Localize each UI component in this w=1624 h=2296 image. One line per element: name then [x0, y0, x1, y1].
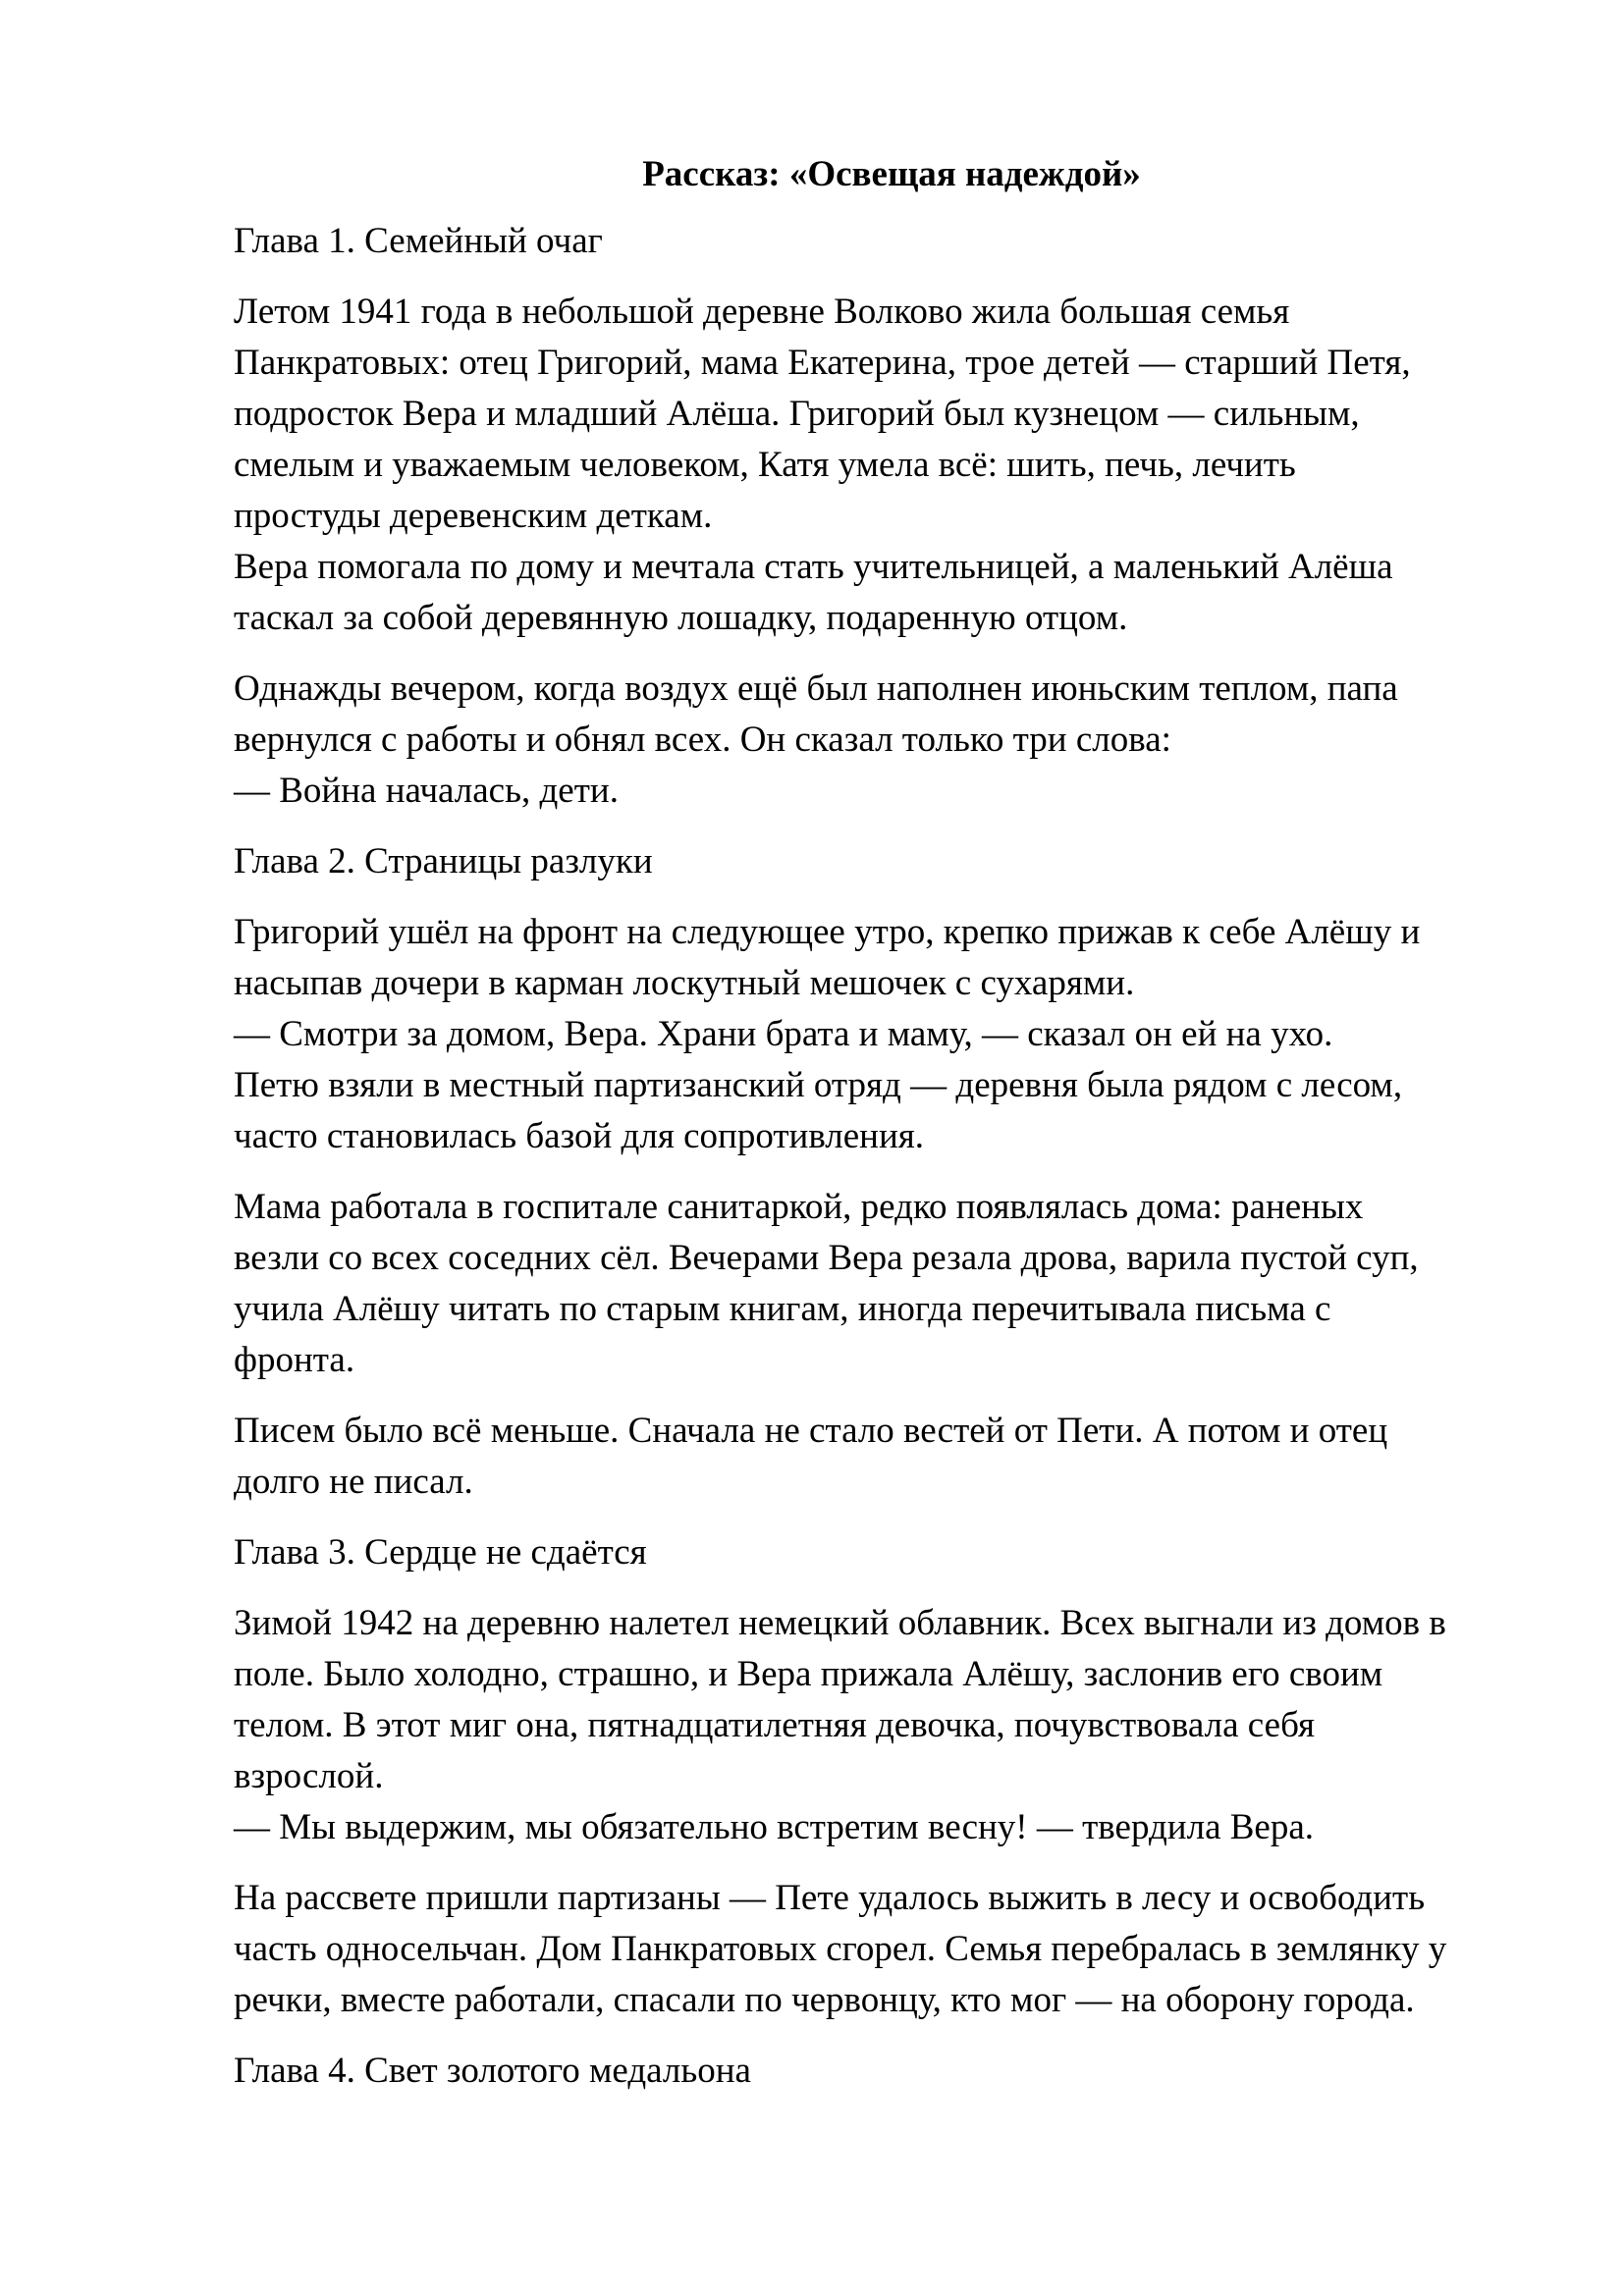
chapter-4-heading: Глава 4. Свет золотого медальона	[234, 2051, 751, 2091]
text-line: часто становилась базой для сопротивления.	[234, 1116, 925, 1156]
text-line: учила Алёшу читать по старым книгам, иногда перечитывала письма с	[234, 1289, 1331, 1329]
text-line: смелым и уважаемым человеком, Катя умела всё: шить, печь, лечить	[234, 445, 1296, 485]
chapter-3-paragraph-1	[234, 1598, 1530, 1853]
text-line: Однажды вечером, когда воздух ещё был наполнен июньским теплом, папа	[234, 668, 1398, 709]
text-line: везли со всех соседних сёл. Вечерами Вера резала дрова, варила пустой суп,	[234, 1238, 1419, 1278]
text-line: Летом 1941 года в небольшой деревне Волково жила большая семья	[234, 292, 1290, 332]
text-line: речки, вместе работали, спасали по червонцу, кто мог — на оборону города.	[234, 1980, 1415, 2020]
text-line: Мама работала в госпитале санитаркой, редко появлялась дома: раненых	[234, 1187, 1364, 1227]
text-line: — Мы выдержим, мы обязательно встретим весну! — твердила Вера.	[234, 1807, 1315, 1847]
chapter-2-paragraph-2	[234, 1182, 1530, 1386]
chapter-3-paragraph-2	[234, 1873, 1530, 2026]
chapter-2-paragraph-1	[234, 907, 1530, 1162]
chapter-2-heading: Глава 2. Страницы разлуки	[234, 841, 653, 881]
text-line: Петю взяли в местный партизанский отряд — деревня была рядом с лесом,	[234, 1065, 1403, 1105]
text-line: Панкратовых: отец Григорий, мама Екатерина, трое детей — старший Петя,	[234, 343, 1411, 383]
text-line: Зимой 1942 на деревню налетел немецкий облавник. Всех выгнали из домов в	[234, 1603, 1446, 1643]
chapter-1-paragraph-1	[234, 287, 1530, 644]
text-line: Вера помогала по дому и мечтала стать учительницей, а маленький Алёша	[234, 547, 1393, 587]
chapter-3-heading: Глава 3. Сердце не сдаётся	[234, 1532, 647, 1573]
text-line: Григорий ушёл на фронт на следующее утро, крепко прижав к себе Алёшу и	[234, 912, 1421, 952]
chapter-1-heading: Глава 1. Семейный очаг	[234, 221, 603, 261]
text-line: На рассвете пришли партизаны — Пете удалось выжить в лесу и освободить	[234, 1878, 1426, 1918]
text-line: простуды деревенским деткам.	[234, 496, 713, 536]
text-line: вернулся с работы и обнял всех. Он сказал только три слова:	[234, 720, 1171, 760]
text-line: подросток Вера и младший Алёша. Григорий был кузнецом — сильным,	[234, 394, 1360, 434]
chapter-2-paragraph-3	[234, 1406, 1530, 1508]
chapter-1-paragraph-2	[234, 664, 1530, 817]
text-line: долго не писал.	[234, 1462, 473, 1502]
text-line: взрослой.	[234, 1756, 384, 1796]
text-line: часть односельчан. Дом Панкратовых сгорел. Семья перебралась в землянку у	[234, 1929, 1447, 1969]
document-body	[234, 149, 1530, 2116]
text-line: — Война началась, дети.	[234, 771, 619, 811]
text-line: — Смотри за домом, Вера. Храни брата и маму, — сказал он ей на ухо.	[234, 1014, 1333, 1054]
text-line: Писем было всё меньше. Сначала не стало вестей от Пети. А потом и отец	[234, 1411, 1388, 1451]
text-line: таскал за собой деревянную лошадку, подаренную отцом.	[234, 598, 1128, 638]
text-line: насыпав дочери в карман лоскутный мешочек с сухарями.	[234, 963, 1135, 1003]
text-line: телом. В этот миг она, пятнадцатилетняя девочка, почувствовала себя	[234, 1705, 1316, 1745]
text-line: поле. Было холодно, страшно, и Вера прижала Алёшу, заслонив его своим	[234, 1654, 1383, 1694]
text-line: фронта.	[234, 1340, 355, 1380]
story-title: Рассказ: «Освещая надеждой»	[642, 154, 1141, 194]
